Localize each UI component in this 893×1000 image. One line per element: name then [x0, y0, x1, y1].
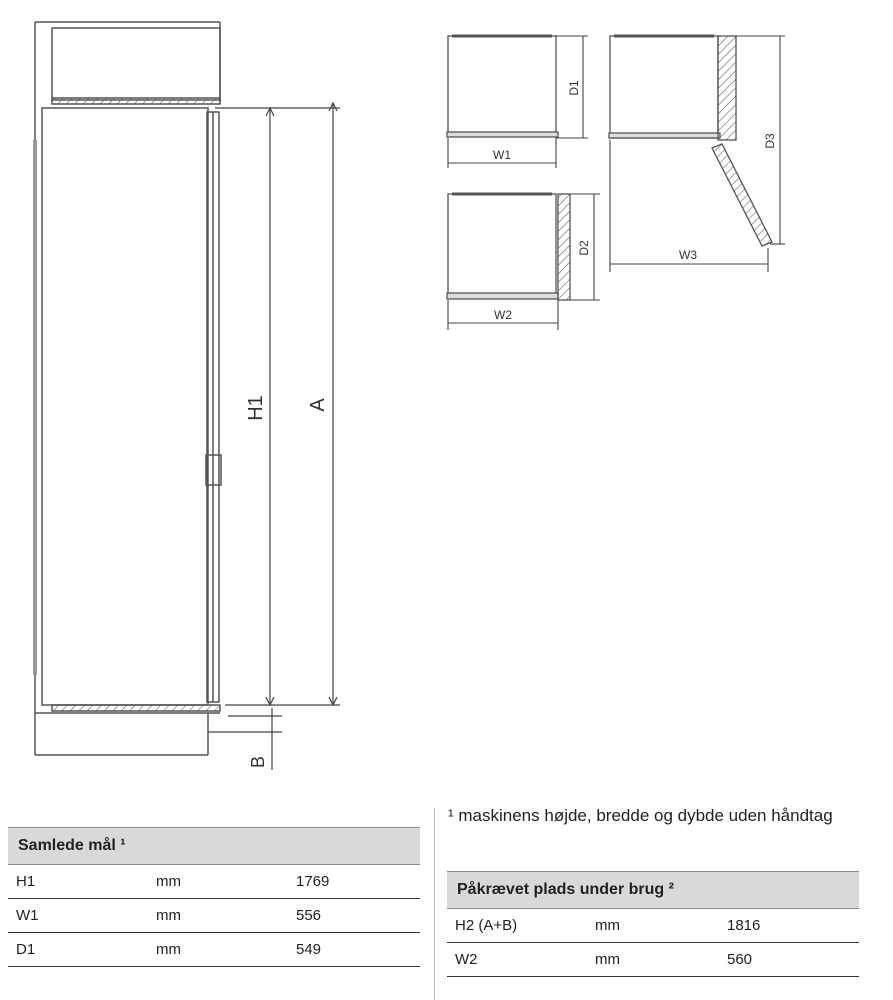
dim-label-h1: H1: [245, 395, 267, 421]
row-value: 560: [727, 951, 753, 968]
row-value: 1769: [296, 873, 330, 890]
dim-label-d1: D1: [567, 80, 581, 96]
overall-dimensions-table: [8, 827, 420, 967]
column-divider: [434, 808, 435, 1000]
dim-label-w3: W3: [679, 248, 697, 262]
row-unit: mm: [595, 951, 620, 968]
row-name: D1: [16, 941, 36, 958]
row-unit: mm: [595, 917, 620, 934]
top-view-w1-d1: [447, 36, 588, 168]
row-value: 549: [296, 941, 322, 958]
row-unit: mm: [156, 941, 181, 958]
table-row: [8, 899, 420, 933]
table-row: [8, 933, 420, 967]
row-value: 1816: [727, 917, 761, 934]
row-unit: mm: [156, 907, 181, 924]
row-name: H1: [16, 873, 36, 890]
dim-label-b: B: [248, 755, 268, 769]
dim-label-d3: D3: [763, 133, 777, 149]
table-row: [447, 909, 859, 943]
required-space-table: [447, 871, 859, 977]
dim-label-a: A: [307, 398, 329, 412]
row-name: W1: [16, 907, 39, 924]
dim-label-w1: W1: [493, 148, 511, 162]
footnote: ¹ maskinens højde, bredde og dybde uden håndtag: [448, 806, 833, 825]
row-unit: mm: [156, 873, 181, 890]
row-name: W2: [455, 951, 478, 968]
table-row: [447, 943, 859, 977]
top-view-w2-d2: [447, 194, 600, 330]
row-name: H2 (A+B): [455, 917, 518, 934]
table-title: Påkrævet plads under brug ²: [447, 871, 859, 909]
dim-label-d2: D2: [577, 240, 591, 256]
row-value: 556: [296, 907, 322, 924]
top-view-w3-d3: [609, 36, 785, 272]
front-view: [33, 22, 340, 770]
table-row: [8, 865, 420, 899]
dim-label-w2: W2: [494, 308, 512, 322]
table-title: Samlede mål ¹: [8, 827, 420, 865]
